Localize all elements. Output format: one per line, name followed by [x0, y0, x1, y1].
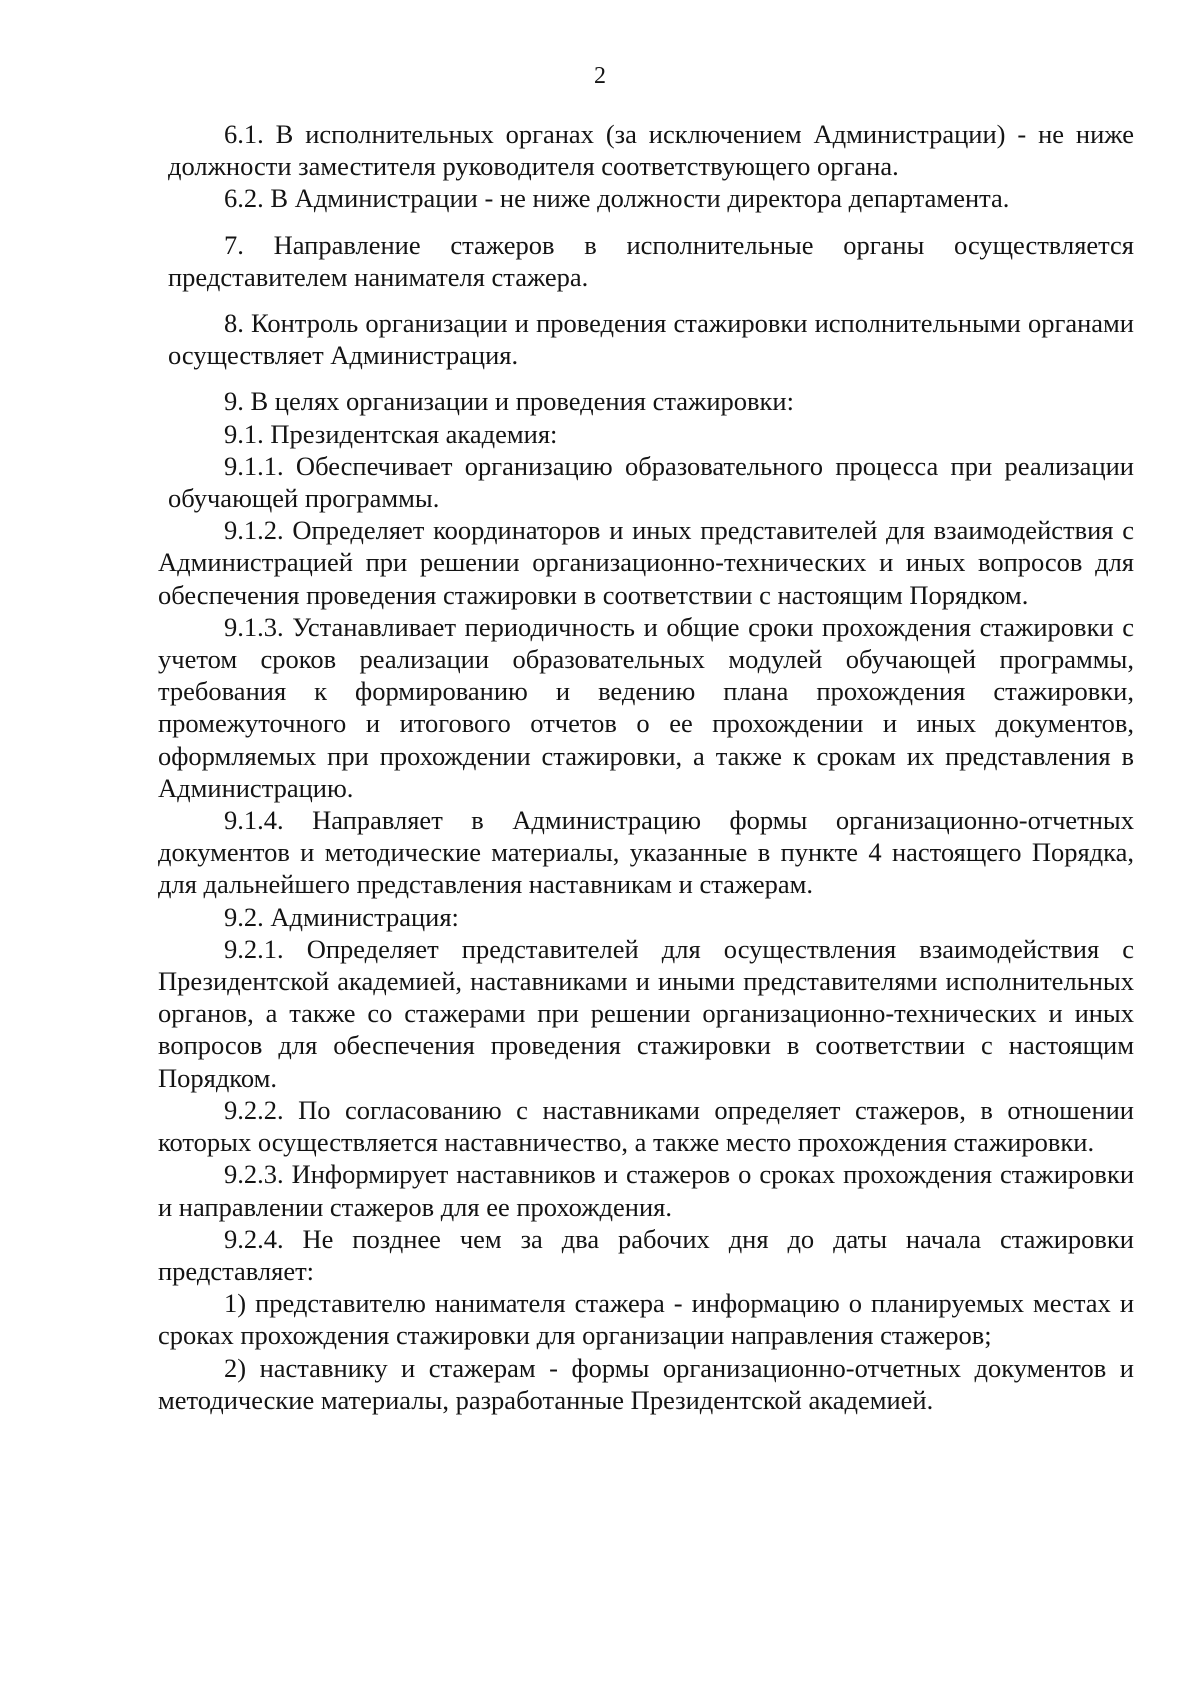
list-item-2: 2) наставнику и стажерам - формы организационно-отчетных документов и методические материалы, разработанные Президентской академией. — [158, 1352, 1134, 1415]
paragraph-8: 8. Контроль организации и проведения стажировки исполнительными органами осуществляет Администрация. — [168, 308, 1134, 371]
paragraph-9-1-3: 9.1.3. Устанавливает периодичность и общие сроки прохождения стажировки с учетом сроков реализации образовательных модулей обучающей программы, требования к формированию и ведению плана прохождения стажировки, промежуточного и итогового отчетов о ее прохождении и иных документов, оформляемых при прохождении стажировки, а также к срокам их представления в Администрацию. — [158, 611, 1134, 803]
paragraph-7: 7. Направление стажеров в исполнительные органы осуществляется представителем нанимателя стажера. — [168, 229, 1134, 292]
paragraph-6-1: 6.1. В исполнительных органах (за исключением Администрации) - не ниже должности заместителя руководителя соответствующего органа. — [168, 119, 1134, 182]
paragraph-9-1-1: 9.1.1. Обеспечивает организацию образовательного процесса при реализации обучающей программы. — [168, 450, 1134, 514]
paragraph-9-2-1: 9.2.1. Определяет представителей для осуществления взаимодействия с Президентской академией, наставниками и иными представителями исполнительных органов, а также со стажерами при решении организационно-технических и иных вопросов для обеспечения проведения стажировки в соответствии с настоящим Порядком. — [158, 933, 1134, 1093]
paragraph-9: 9. В целях организации и проведения стажировки: — [224, 386, 794, 417]
list-item-1: 1) представителю нанимателя стажера - информацию о планируемых местах и сроках прохождения стажировки для организации направления стажеров; — [158, 1288, 1134, 1351]
page-number: 2 — [594, 63, 606, 89]
paragraph-9-2-4: 9.2.4. Не позднее чем за два рабочих дня до даты начала стажировки представляет: — [158, 1223, 1134, 1286]
paragraph-9-2-3: 9.2.3. Информирует наставников и стажеров о сроках прохождения стажировки и направлении стажеров для ее прохождения. — [158, 1159, 1134, 1222]
paragraph-9-1-2: 9.1.2. Определяет координаторов и иных представителей для взаимодействия с Администрацией при решении организационно-технических и иных вопросов для обеспечения проведения стажировки в соответствии с настоящим Порядком. — [158, 515, 1134, 610]
paragraph-9-1-4: 9.1.4. Направляет в Администрацию формы организационно-отчетных документов и методические материалы, указанные в пункте 4 настоящего Порядка, для дальнейшего представления наставникам и стажерам. — [158, 805, 1134, 900]
paragraph-9-2-2: 9.2.2. По согласованию с наставниками определяет стажеров, в отношении которых осуществляется наставничество, а также место прохождения стажировки. — [158, 1094, 1134, 1158]
paragraph-9-1: 9.1. Президентская академия: — [224, 418, 558, 449]
paragraph-9-2: 9.2. Администрация: — [224, 901, 459, 932]
paragraph-6-2: 6.2. В Администрации - не ниже должности директора департамента. — [224, 183, 1010, 214]
document-body — [158, 118, 1134, 1416]
